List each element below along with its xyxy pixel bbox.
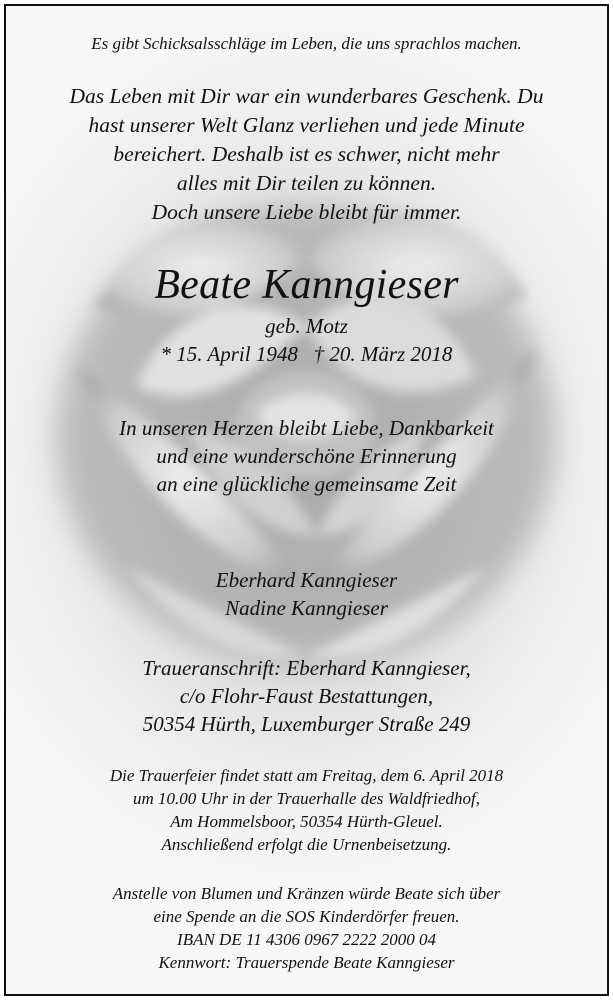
poem-line: bereichert. Deshalb ist es schwer, nicht mehr — [113, 142, 500, 166]
address-line: Traueranschrift: Eberhard Kanngieser, — [142, 656, 471, 680]
poem-line: hast unserer Welt Glanz verliehen und jede Minute — [88, 113, 525, 137]
poem-line: Doch unsere Liebe bleibt für immer. — [151, 200, 462, 224]
donation-line: Kennwort: Trauerspende Beate Kanngieser — [158, 953, 455, 972]
deceased-name: Beate Kanngieser — [154, 262, 459, 308]
poem-line: alles mit Dir teilen zu können. — [176, 171, 437, 195]
ceremony-line: Anschließend erfolgt die Urnenbeisetzung. — [161, 835, 452, 854]
life-dates: * 15. April 1948 † 20. März 2018 — [160, 342, 453, 366]
donation-line: IBAN DE 11 4306 0967 2222 2000 04 — [177, 930, 436, 949]
mourner-name: Eberhard Kanngieser — [215, 568, 398, 592]
intro-line: Es gibt Schicksalsschläge im Leben, die uns sprachlos machen. — [91, 34, 522, 53]
memory-line: In unseren Herzen bleibt Liebe, Dankbarkeit — [119, 416, 494, 440]
donation-line: Anstelle von Blumen und Kränzen würde Beate sich über — [112, 884, 501, 903]
obituary-card — [4, 4, 609, 996]
maiden-name: geb. Motz — [265, 314, 348, 338]
ceremony-line: um 10.00 Uhr in der Trauerhalle des Waldfriedhof, — [132, 789, 481, 808]
memory-line: an eine glückliche gemeinsame Zeit — [156, 472, 457, 496]
poem-line: Das Leben mit Dir war ein wunderbares Geschenk. Du — [69, 84, 544, 108]
mourner-name: Nadine Kanngieser — [225, 596, 388, 620]
ceremony-line: Am Hommelsboor, 50354 Hürth-Gleuel. — [170, 812, 443, 831]
donation-line: eine Spende an die SOS Kinderdörfer freuen. — [153, 907, 460, 926]
address-line: c/o Flohr-Faust Bestattungen, — [179, 684, 434, 708]
memory-line: und eine wunderschöne Erinnerung — [156, 444, 457, 468]
ceremony-line: Die Trauerfeier findet statt am Freitag, dem 6. April 2018 — [109, 766, 504, 785]
address-line: 50354 Hürth, Luxemburger Straße 249 — [142, 712, 471, 736]
